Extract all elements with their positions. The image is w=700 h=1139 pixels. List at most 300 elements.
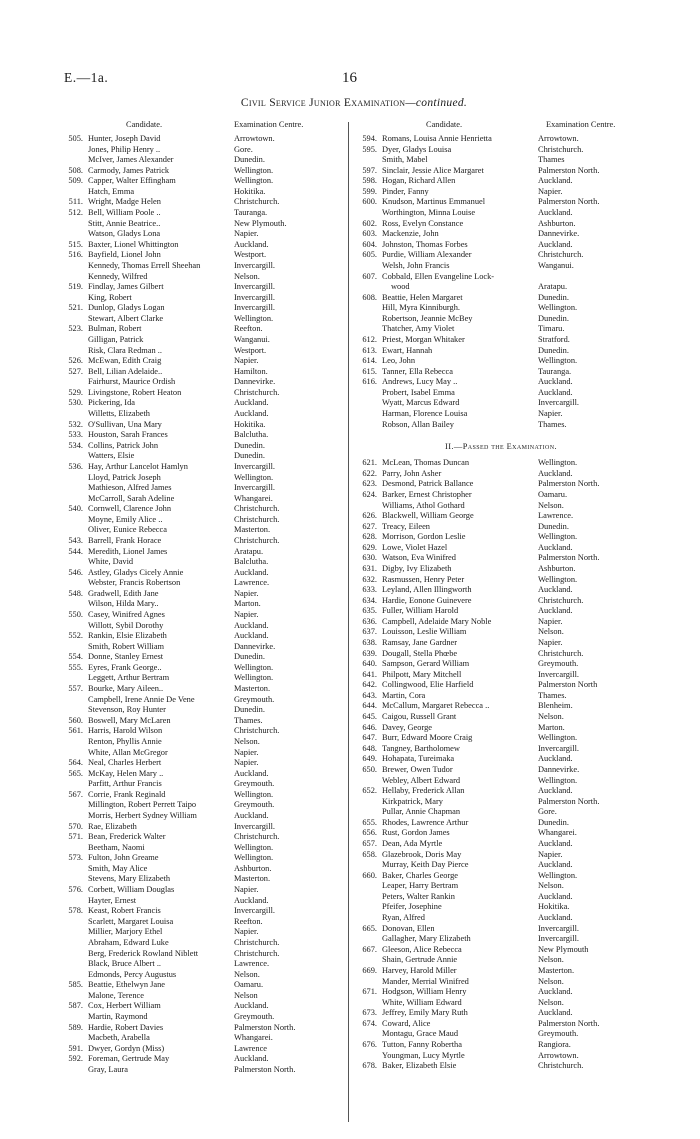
examination-centre: Napier. bbox=[538, 409, 563, 419]
examination-centre: Auckland. bbox=[538, 542, 573, 552]
candidate-name: Desmond, Patrick Ballance bbox=[382, 479, 474, 489]
candidate-entry bbox=[64, 927, 342, 938]
candidate-name: Hayter, Ernest bbox=[88, 895, 137, 905]
examination-centre: Wellington. bbox=[538, 356, 578, 366]
candidate-name: Collingwood, Elie Harfield bbox=[382, 680, 474, 690]
candidate-name: Houston, Sarah Frances bbox=[88, 430, 168, 440]
examination-centre: Westport. bbox=[234, 250, 267, 260]
candidate-entry bbox=[64, 578, 342, 589]
examination-centre: Napier. bbox=[234, 356, 259, 366]
candidate-entry bbox=[358, 420, 644, 431]
examination-centre: Greymouth. bbox=[538, 659, 579, 669]
candidate-name: wood bbox=[391, 282, 410, 292]
examination-centre: Nelson. bbox=[234, 271, 260, 281]
examination-centre: Dunedin. bbox=[538, 345, 569, 355]
examination-centre: Napier. bbox=[538, 849, 563, 859]
entry-number: 509. bbox=[68, 176, 83, 186]
examination-centre: Auckland. bbox=[538, 387, 573, 397]
candidate-name: Robson, Allan Bailey bbox=[382, 419, 454, 429]
entry-number: 656. bbox=[362, 828, 377, 838]
candidate-name: Caigou, Russell Grant bbox=[382, 712, 457, 722]
examination-centre: Greymouth. bbox=[538, 1029, 579, 1039]
candidate-name: Bourke, Mary Aileen.. bbox=[88, 684, 164, 694]
candidate-name: Hay, Arthur Lancelot Hamlyn bbox=[88, 461, 188, 471]
candidate-entry bbox=[64, 790, 342, 801]
examination-centre: Marton. bbox=[538, 722, 565, 732]
examination-centre: Gore. bbox=[234, 144, 253, 154]
entry-number: 529. bbox=[68, 387, 83, 397]
candidate-name: Morrison, Gordon Leslie bbox=[382, 532, 466, 542]
candidate-name: Baker, Charles George bbox=[382, 870, 459, 880]
entry-number: 602. bbox=[362, 218, 377, 228]
examination-centre: Ashburton. bbox=[538, 563, 576, 573]
candidate-entry bbox=[358, 638, 644, 649]
entry-number: 608. bbox=[362, 292, 377, 302]
examination-centre: Marton. bbox=[234, 599, 261, 609]
candidate-entry bbox=[358, 145, 644, 156]
candidate-entry bbox=[64, 346, 342, 357]
candidate-name: Sampson, Gerard William bbox=[382, 659, 470, 669]
examination-centre: Invercargill. bbox=[538, 669, 580, 679]
candidate-entry bbox=[64, 568, 342, 579]
candidate-entry bbox=[64, 1012, 342, 1023]
examination-centre: Arrowtown. bbox=[538, 1050, 579, 1060]
entry-number: 532. bbox=[68, 419, 83, 429]
examination-centre: Auckland. bbox=[538, 987, 573, 997]
examination-centre: Auckland. bbox=[234, 1001, 269, 1011]
candidate-entry bbox=[358, 596, 644, 607]
entry-number: 605. bbox=[362, 250, 377, 260]
examination-centre: Wellington. bbox=[234, 789, 274, 799]
examination-centre: Napier. bbox=[538, 616, 563, 626]
examination-centre: Christchurch. bbox=[538, 1061, 584, 1071]
candidate-name: McIver, James Alexander bbox=[88, 155, 174, 165]
candidate-entry bbox=[358, 250, 644, 261]
examination-centre: Masterton. bbox=[234, 684, 271, 694]
candidate-name: Bean, Frederick Walter bbox=[88, 832, 166, 842]
candidate-entry bbox=[64, 758, 342, 769]
entry-number: 640. bbox=[362, 659, 377, 669]
examination-centre: Wellington. bbox=[234, 472, 274, 482]
entry-number: 660. bbox=[362, 870, 377, 880]
candidate-name: Renton, Phyllis Annie bbox=[88, 736, 162, 746]
examination-centre: Thames. bbox=[538, 419, 567, 429]
candidate-entry bbox=[358, 197, 644, 208]
candidate-name: Gleeson, Alice Rebecca bbox=[382, 944, 462, 954]
candidate-entry bbox=[358, 458, 644, 469]
examination-centre: Nelson. bbox=[538, 976, 564, 986]
candidate-name: Burr, Edward Moore Craig bbox=[382, 733, 473, 743]
entry-number: 530. bbox=[68, 398, 83, 408]
candidate-entry bbox=[358, 1008, 644, 1019]
examination-centre: Dannevirke. bbox=[538, 229, 580, 239]
candidate-name: Edmonds, Percy Augustus bbox=[88, 969, 177, 979]
candidate-name: Cobbald, Ellen Evangeline Lock- bbox=[382, 271, 495, 281]
candidate-entry bbox=[64, 335, 342, 346]
entry-number: 632. bbox=[362, 574, 377, 584]
right-column bbox=[358, 120, 644, 1072]
candidate-entry bbox=[358, 335, 644, 346]
entry-number: 628. bbox=[362, 532, 377, 542]
examination-centre: Napier. bbox=[234, 927, 259, 937]
page-header bbox=[64, 70, 644, 92]
examination-centre: Nelson. bbox=[234, 736, 260, 746]
candidate-entry bbox=[64, 980, 342, 991]
examination-centre: Dunedin. bbox=[234, 155, 265, 165]
candidate-name: Harman, Florence Louisa bbox=[382, 409, 468, 419]
candidate-name: Boswell, Mary McLaren bbox=[88, 715, 171, 725]
examination-centre: Balclutha. bbox=[234, 430, 269, 440]
candidate-name: Parry, John Asher bbox=[382, 468, 442, 478]
candidate-name: Bell, Lilian Adelaide.. bbox=[88, 366, 163, 376]
candidate-name: Brewer, Owen Tudor bbox=[382, 764, 453, 774]
candidate-entry bbox=[358, 522, 644, 533]
candidate-entry bbox=[64, 494, 342, 505]
entry-number: 548. bbox=[68, 588, 83, 598]
examination-centre: Auckland. bbox=[538, 839, 573, 848]
entry-number: 629. bbox=[362, 542, 377, 552]
candidate-entry bbox=[64, 610, 342, 621]
entry-number: 612. bbox=[362, 334, 377, 344]
examination-centre: Christchurch. bbox=[234, 726, 280, 736]
examination-centre: Dannevirke. bbox=[234, 377, 276, 387]
candidate-name: Tangney, Bartholomew bbox=[382, 743, 460, 753]
examination-centre: Dunedin. bbox=[538, 313, 569, 323]
entry-number: 630. bbox=[362, 553, 377, 563]
candidate-entry bbox=[358, 501, 644, 512]
candidate-name: Campbell, Irene Annie De Vene bbox=[88, 694, 195, 704]
candidate-name: Kirkpatrick, Mary bbox=[382, 796, 443, 806]
examination-centre: Nelson. bbox=[538, 712, 564, 722]
entry-number: 519. bbox=[68, 282, 83, 292]
candidate-entry bbox=[64, 970, 342, 981]
entry-number: 565. bbox=[68, 768, 83, 778]
candidate-name: Fulton, John Greame bbox=[88, 853, 159, 863]
candidate-entry bbox=[64, 515, 342, 526]
candidate-name: Gradwell, Edith Jane bbox=[88, 588, 159, 598]
candidate-entry bbox=[358, 240, 644, 251]
candidate-name: Baker, Elizabeth Elsie bbox=[382, 1061, 457, 1071]
candidate-entry bbox=[64, 716, 342, 727]
examination-centre: Auckland. bbox=[234, 768, 269, 778]
candidate-name: Hohapata, Tureimaka bbox=[382, 754, 455, 764]
candidate-name: Jeffrey, Emily Mary Ruth bbox=[382, 1008, 468, 1018]
left-column-header bbox=[64, 120, 342, 134]
entry-number: 505. bbox=[68, 134, 83, 143]
candidate-entry bbox=[358, 388, 644, 399]
candidate-name: Leo, John bbox=[382, 356, 416, 366]
entry-number: 567. bbox=[68, 789, 83, 799]
entry-number: 576. bbox=[68, 885, 83, 895]
candidate-name: Glazebrook, Doris May bbox=[382, 849, 462, 859]
candidate-name: Coward, Alice bbox=[382, 1018, 431, 1028]
examination-centre: Christchurch. bbox=[234, 504, 280, 514]
candidate-entry bbox=[358, 1061, 644, 1072]
candidate-entry bbox=[358, 219, 644, 230]
document-reference: E.—1a. bbox=[64, 70, 109, 85]
examination-centre: Greymouth. bbox=[234, 800, 275, 810]
entry-number: 636. bbox=[362, 616, 377, 626]
examination-centre: Auckland. bbox=[538, 208, 573, 218]
entry-number: 587. bbox=[68, 1001, 83, 1011]
candidate-name: Romans, Louisa Annie Henrietta bbox=[382, 134, 492, 143]
candidate-entry bbox=[64, 356, 342, 367]
candidate-entry bbox=[64, 599, 342, 610]
entry-number: 671. bbox=[362, 987, 377, 997]
candidate-name: Martin, Cora bbox=[382, 690, 426, 700]
candidate-name: Stevenson, Roy Hunter bbox=[88, 705, 166, 715]
examination-centre: Oamaru. bbox=[234, 980, 264, 990]
candidate-name: Donne, Stanley Ernest bbox=[88, 652, 164, 662]
examination-centre: Greymouth. bbox=[234, 694, 275, 704]
candidate-entry bbox=[64, 229, 342, 240]
examination-centre: Christchurch. bbox=[234, 832, 280, 842]
candidate-entry bbox=[358, 924, 644, 935]
candidate-entry bbox=[358, 902, 644, 913]
candidate-entry bbox=[358, 564, 644, 575]
examination-centre: Whangarei. bbox=[234, 1033, 273, 1043]
candidate-entry bbox=[64, 430, 342, 441]
candidate-name: Dean, Ada Myrtle bbox=[382, 839, 443, 848]
examination-centre: Lawrence. bbox=[538, 511, 574, 521]
candidate-name: Willott, Sybil Dorothy bbox=[88, 620, 164, 630]
candidate-entry bbox=[358, 1029, 644, 1040]
entry-number: 633. bbox=[362, 585, 377, 595]
entry-number: 665. bbox=[362, 923, 377, 933]
entry-number: 546. bbox=[68, 567, 83, 577]
candidate-name: White, Allan McGregor bbox=[88, 747, 168, 757]
entry-number: 627. bbox=[362, 521, 377, 531]
candidate-name: Johnston, Thomas Forbes bbox=[382, 239, 468, 249]
examination-centre: Gore. bbox=[538, 807, 557, 817]
entry-number: 615. bbox=[362, 366, 377, 376]
candidate-name: Lowe, Violet Hazel bbox=[382, 542, 448, 552]
candidate-name: Mander, Merrial Winifred bbox=[382, 976, 469, 986]
examination-centre: Lawrence. bbox=[234, 578, 270, 588]
candidate-entry bbox=[358, 998, 644, 1009]
candidate-name: Stitt, Annie Beatrice.. bbox=[88, 218, 161, 228]
candidate-entry bbox=[358, 585, 644, 596]
examination-centre: Blenheim. bbox=[538, 701, 573, 711]
candidate-entry bbox=[64, 589, 342, 600]
candidate-name: Carmody, James Patrick bbox=[88, 165, 170, 175]
section-heading-passed bbox=[358, 436, 644, 458]
candidate-name: Millier, Marjory Ethel bbox=[88, 927, 163, 937]
candidate-name: Morris, Herbert Sydney William bbox=[88, 811, 197, 820]
examination-centre: Nelson. bbox=[538, 997, 564, 1007]
examination-centre: Palmerston North. bbox=[234, 1064, 296, 1074]
examination-centre: Dannevirke. bbox=[234, 641, 276, 651]
examination-centre: Napier. bbox=[234, 758, 259, 768]
candidate-name: Rasmussen, Henry Peter bbox=[382, 574, 465, 584]
candidate-entry bbox=[358, 744, 644, 755]
candidate-entry bbox=[358, 293, 644, 304]
page-title-main: Civil Service Junior Examination bbox=[240, 97, 406, 109]
candidate-entry bbox=[64, 303, 342, 314]
examination-centre: Arrowtown. bbox=[538, 134, 579, 143]
candidate-entry bbox=[64, 240, 342, 251]
candidate-entry bbox=[64, 1065, 342, 1076]
examination-centre: Stratford. bbox=[538, 334, 570, 344]
candidate-entry bbox=[64, 864, 342, 875]
candidate-name: Hatch, Emma bbox=[88, 186, 135, 196]
entry-number: 595. bbox=[362, 144, 377, 154]
candidate-entry bbox=[64, 631, 342, 642]
candidate-entry bbox=[64, 779, 342, 790]
entry-number: 637. bbox=[362, 627, 377, 637]
entry-number: 543. bbox=[68, 535, 83, 545]
examination-centre: Nelson. bbox=[538, 955, 564, 965]
examination-centre: Palmerston North. bbox=[538, 197, 600, 207]
examination-centre: Tauranga. bbox=[538, 366, 572, 376]
left-candidate-list bbox=[64, 134, 342, 1075]
candidate-name: Williams, Athol Gothard bbox=[382, 500, 465, 510]
entry-number: 643. bbox=[362, 690, 377, 700]
examination-centre: Greymouth. bbox=[234, 1011, 275, 1021]
examination-centre: Christchurch. bbox=[538, 648, 584, 658]
candidate-entry bbox=[64, 1054, 342, 1065]
candidate-name: Ramsay, Jane Gardner bbox=[382, 638, 458, 648]
candidate-name: Stevens, Mary Elizabeth bbox=[88, 874, 171, 884]
examination-centre: Wellington. bbox=[234, 176, 274, 186]
examination-centre: Invercargill. bbox=[234, 906, 276, 916]
candidate-entry bbox=[358, 1019, 644, 1030]
entry-number: 570. bbox=[68, 821, 83, 831]
entry-number: 521. bbox=[68, 303, 83, 313]
candidate-entry bbox=[358, 945, 644, 956]
examination-centre: Auckland. bbox=[538, 913, 573, 923]
examination-centre: Ashburton. bbox=[538, 218, 576, 228]
candidate-entry bbox=[64, 451, 342, 462]
candidate-entry bbox=[64, 1033, 342, 1044]
entry-number: 644. bbox=[362, 701, 377, 711]
examination-centre: Invercargill. bbox=[234, 821, 276, 831]
candidate-entry bbox=[358, 324, 644, 335]
examination-centre: Napier. bbox=[234, 610, 259, 620]
candidate-entry bbox=[358, 229, 644, 240]
candidate-entry bbox=[64, 1044, 342, 1055]
entry-number: 589. bbox=[68, 1022, 83, 1032]
examination-centre: Napier. bbox=[234, 885, 259, 895]
candidate-name: Knudson, Martinus Emmanuel bbox=[382, 197, 486, 207]
candidate-name: Treacy, Eileen bbox=[382, 521, 430, 531]
examination-centre: Palmerston North. bbox=[234, 1022, 296, 1032]
candidate-entry bbox=[358, 649, 644, 660]
candidate-name: Youngman, Lucy Myrtle bbox=[382, 1050, 465, 1060]
candidate-entry bbox=[358, 166, 644, 177]
entry-number: 585. bbox=[68, 980, 83, 990]
section-prefix: II.— bbox=[445, 442, 463, 452]
examination-centre: Lawrence bbox=[234, 1043, 268, 1053]
examination-centre: Christchurch. bbox=[234, 937, 280, 947]
entry-number: 540. bbox=[68, 504, 83, 514]
candidate-name: Smith, May Alice bbox=[88, 863, 148, 873]
candidate-entry bbox=[358, 176, 644, 187]
entry-number: 526. bbox=[68, 356, 83, 366]
entry-number: 634. bbox=[362, 595, 377, 605]
candidate-name: Parfitt, Arthur Francis bbox=[88, 779, 162, 789]
examination-centre: Dunedin. bbox=[234, 652, 265, 662]
examination-centre: Auckland. bbox=[234, 631, 269, 641]
candidate-name: Fuller, William Harold bbox=[382, 606, 459, 616]
candidate-name: Pullar, Annie Chapman bbox=[382, 807, 461, 817]
candidate-name: Kennedy, Wilfred bbox=[88, 271, 148, 281]
candidate-entry bbox=[358, 860, 644, 871]
right-candidate-list bbox=[358, 134, 644, 430]
candidate-entry bbox=[64, 208, 342, 219]
candidate-name: Meredith, Lionel James bbox=[88, 546, 168, 556]
candidate-entry bbox=[358, 208, 644, 219]
candidate-entry bbox=[64, 822, 342, 833]
entry-number: 533. bbox=[68, 430, 83, 440]
candidate-entry bbox=[64, 293, 342, 304]
examination-centre: Wellington. bbox=[538, 532, 578, 542]
examination-centre: Greymouth. bbox=[234, 779, 275, 789]
entry-number: 592. bbox=[68, 1054, 83, 1064]
entry-number: 674. bbox=[362, 1018, 377, 1028]
entry-number: 650. bbox=[362, 764, 377, 774]
examination-centre: Whangarei. bbox=[538, 828, 577, 838]
candidate-name: McEwan, Edith Craig bbox=[88, 356, 162, 366]
entry-number: 534. bbox=[68, 440, 83, 450]
candidate-entry bbox=[64, 949, 342, 960]
candidate-name: Louisson, Leslie William bbox=[382, 627, 467, 637]
entry-number: 561. bbox=[68, 726, 83, 736]
candidate-name: Peters, Walter Rankin bbox=[382, 891, 455, 901]
examination-centre: Wellington. bbox=[234, 165, 274, 175]
candidate-entry bbox=[358, 377, 644, 388]
candidate-name: Beetham, Naomi bbox=[88, 842, 145, 852]
candidate-name: Shain, Gertrude Annie bbox=[382, 955, 458, 965]
candidate-entry bbox=[64, 409, 342, 420]
entry-number: 642. bbox=[362, 680, 377, 690]
entry-number: 523. bbox=[68, 324, 83, 334]
candidate-header: Candidate. bbox=[126, 120, 163, 129]
candidate-name: Wyatt, Marcus Edward bbox=[382, 398, 460, 408]
candidate-name: Smith, Robert William bbox=[88, 641, 165, 651]
entry-number: 648. bbox=[362, 743, 377, 753]
candidate-entry bbox=[64, 525, 342, 536]
entry-number: 631. bbox=[362, 563, 377, 573]
candidate-entry bbox=[64, 282, 342, 293]
candidate-entry bbox=[64, 219, 342, 230]
candidate-entry bbox=[358, 723, 644, 734]
examination-centre: Invercargill. bbox=[234, 303, 276, 313]
passed-candidate-list bbox=[358, 458, 644, 1072]
candidate-name: Gilligan, Patrick bbox=[88, 334, 144, 344]
entry-number: 613. bbox=[362, 345, 377, 355]
candidate-name: White, David bbox=[88, 557, 134, 567]
candidate-entry bbox=[358, 712, 644, 723]
candidate-name: Pinder, Fanny bbox=[382, 186, 429, 196]
candidate-entry bbox=[358, 543, 644, 554]
candidate-entry bbox=[64, 748, 342, 759]
candidate-entry bbox=[64, 155, 342, 166]
candidate-name: Ewart, Hannah bbox=[382, 345, 433, 355]
candidate-entry bbox=[358, 282, 644, 293]
candidate-name: Beattie, Helen Margaret bbox=[382, 292, 463, 302]
candidate-name: Watson, Eva Winifred bbox=[382, 553, 456, 563]
candidate-entry bbox=[358, 892, 644, 903]
examination-centre: Dannevirke. bbox=[538, 764, 580, 774]
candidate-entry bbox=[64, 726, 342, 737]
candidate-name: Hardie, Eonone Guinevere bbox=[382, 595, 472, 605]
candidate-entry bbox=[64, 504, 342, 515]
entry-number: 552. bbox=[68, 631, 83, 641]
candidate-name: Harris, Harold Wilson bbox=[88, 726, 163, 736]
examination-centre: Invercargill. bbox=[234, 292, 276, 302]
candidate-name: Foreman, Gertrude May bbox=[88, 1054, 170, 1064]
